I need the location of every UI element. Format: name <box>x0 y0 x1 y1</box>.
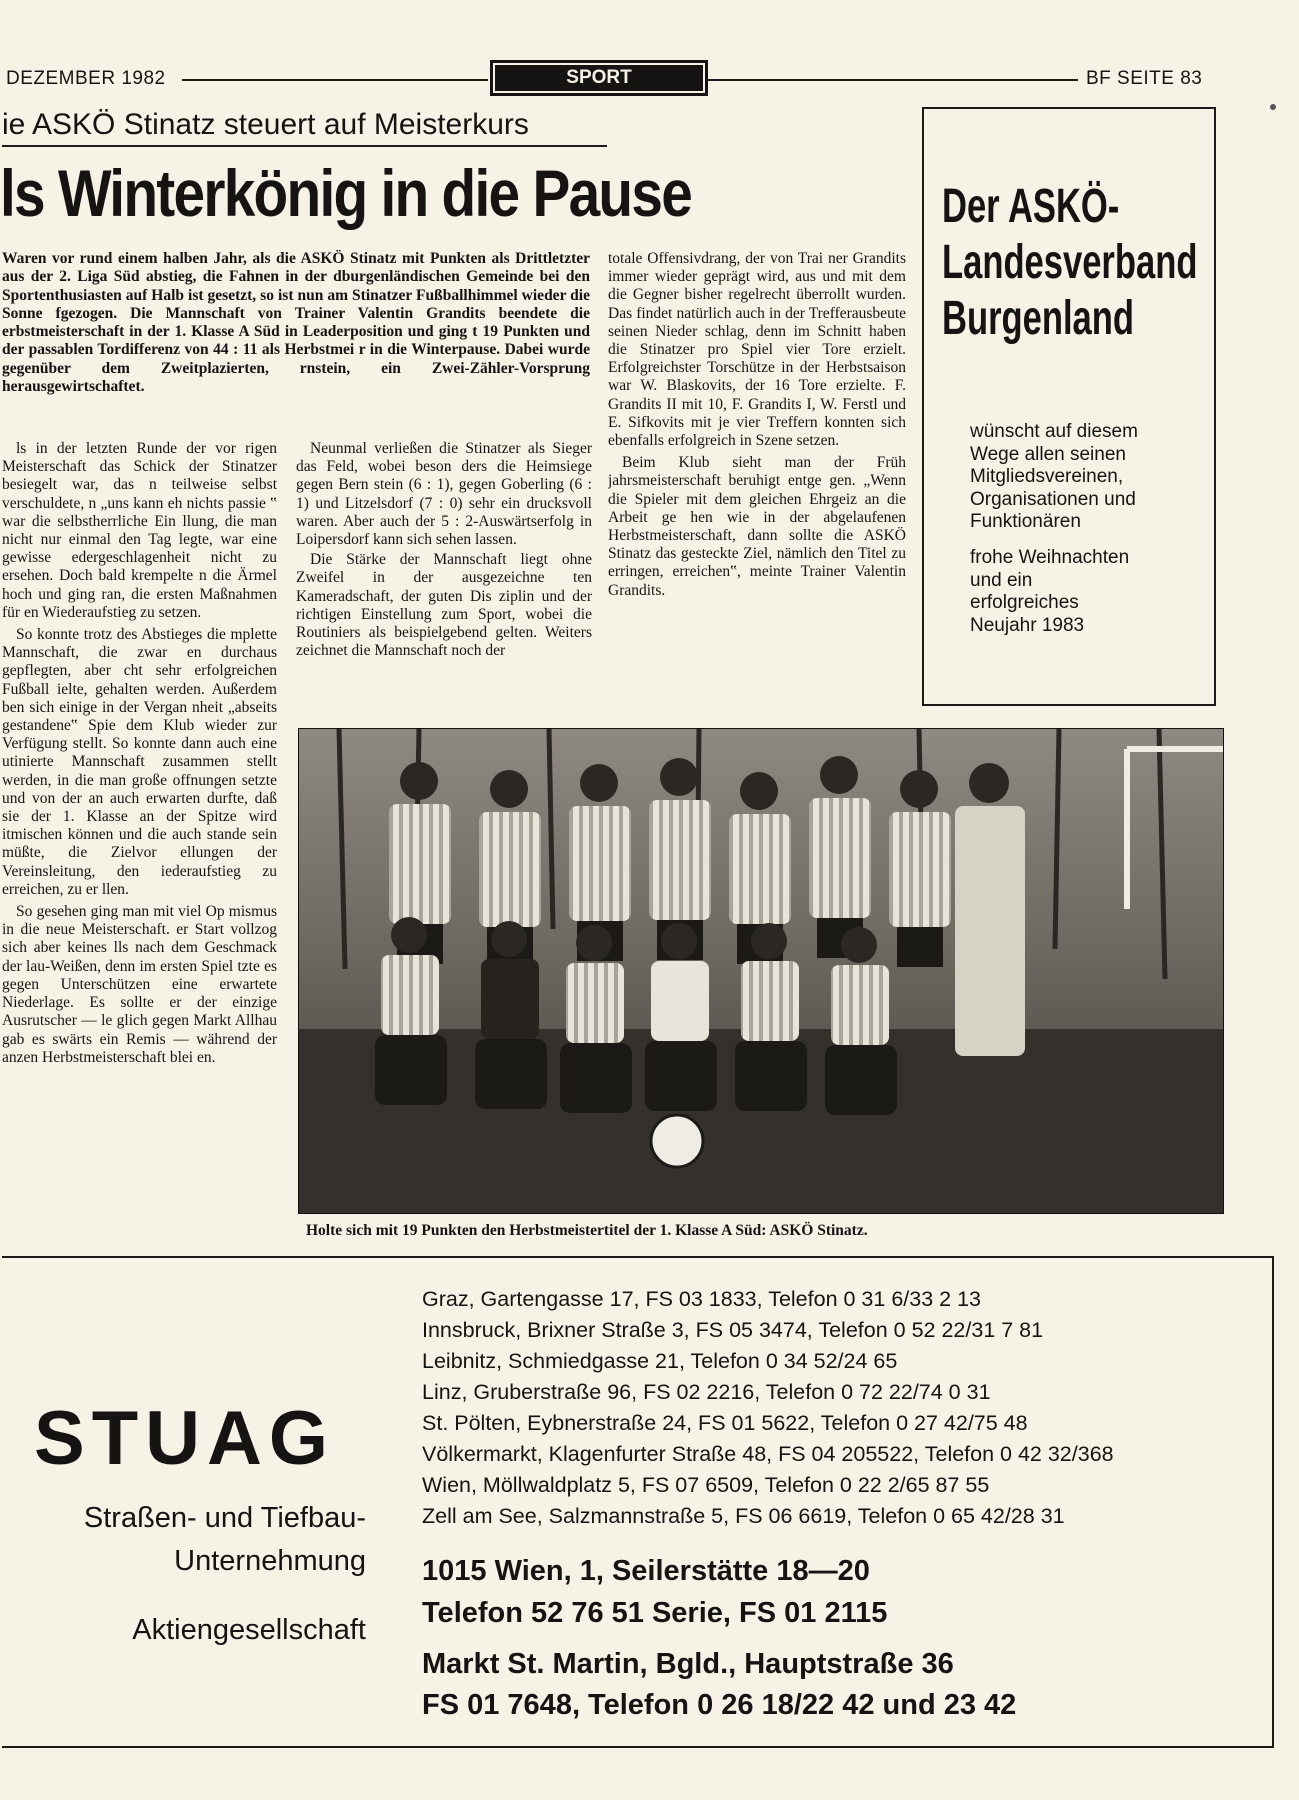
stuag-branch: Völkermarkt, Klagenfurter Straße 48, FS 04 205522, Telefon 0 42 32/368 <box>422 1442 1114 1466</box>
askoe-title-line: Burgenland <box>942 292 1135 345</box>
article-column-2 <box>296 440 592 710</box>
askoe-ad-title <box>942 179 1216 347</box>
col1-paragraph: ls in der letzten Runde der vor rigen Meisterschaft das Schick der Stinatzer besiegelt war, das n teilweise selbst verschuldete, n „uns kann eh nichts passie ‟ war die selbstherrliche Ein llung, die man nicht nur einmal den Tag legte, war eine gewisse edergeschlagenheit nicht zu ersehen. Doch bald krempelte n die Ärmel hoch und ging ran, die ersten Maßnahmen für en Wiederaufstieg zu setzen. <box>2 440 277 621</box>
stuag-hq-phone: Telefon 52 76 51 Serie, FS 01 2115 <box>422 1597 888 1629</box>
stuag-branch: Linz, Gruberstraße 96, FS 02 2216, Telefon 0 72 22/74 0 31 <box>422 1380 991 1404</box>
askoe-wishes <box>970 547 1200 637</box>
header-rule-right <box>708 79 1078 81</box>
stuag-subtitle-line: Straßen- und Tiefbau- <box>83 1502 366 1534</box>
askoe-greeting-line: Organisationen und <box>970 488 1136 510</box>
askoe-wishes-line: Neujahr 1983 <box>970 614 1085 636</box>
page-number: BF SEITE 83 <box>1086 68 1203 89</box>
section-label: SPORT <box>490 60 708 96</box>
askoe-wishes-line: und ein <box>970 569 1033 591</box>
stuag-branch: Innsbruck, Brixner Straße 3, FS 05 3474, Telefon 0 52 22/31 7 81 <box>422 1318 1044 1342</box>
col1-paragraph: So gesehen ging man mit viel Op mismus in die neue Meisterschaft. er Start vollzog sich aber keines lls nach dem Geschmack der lau-Weißen, denn im ersten Spiel tzte es gegen Unterschützen eine erwartete Niederlage. Es sollte er der einzige Ausrutscher — le glich gegen Markt Allhau gab es swärts ein Remis — während der anzen Herbstmeisterschaft blei en. <box>2 903 277 1066</box>
askoe-greeting-ad <box>922 107 1216 706</box>
askoe-wishes-line: frohe Weihnachten <box>970 547 1130 568</box>
askoe-greeting <box>970 421 1200 534</box>
askoe-title-line: Landesverband <box>942 236 1198 289</box>
col3-paragraph: totale Offensivdrang, der von Trai ner Grandits immer wieder geprägt wird, aus und mit dem die Gegner bisher regelrecht überrollt wurden. Das findet natürlich auch in der Trefferausbeute seinen Nieder schlag, denn im Schnitt haben die Stinatzer pro Spiel vier Tore erzielt. Erfolgreichster Torschütze in der Herbstsaison war W. Blaskovits, der 16 Tore erzielte. F. Grandits II mit 10, F. Grandits I, W. Ferstl und E. Sifkovits mit je vier Treffern konnten sich ebenfalls erfolgreich in Szene setzen. <box>608 250 906 450</box>
stuag-subtitle-line: Aktiengesellschaft <box>132 1614 366 1646</box>
page-dot <box>1270 104 1276 110</box>
askoe-greeting-line: wünscht auf diesem <box>970 421 1138 442</box>
col2-paragraph: Die Stärke der Mannschaft liegt ohne Zweifel in der ausgezeichne ten Kameradschaft, der guten Dis ziplin und der richtigen Einstellung zum Sport, wobei die Routiniers als beispielgebend gelten. Weiters zeichnet die Mannschaft noch der <box>296 551 592 660</box>
col3-paragraph: Beim Klub sieht man der Früh jahrsmeisterschaft beruhigt entge gen. „Wenn die Spieler mit dem gleichen Ehrgeiz an die Arbeit ge hen wie in der abgelaufenen Herbstmeisterschaft, dann sollte die ASKÖ Stinatz das gesteckte Ziel, nämlich den Titel zu erringen, erreichen‟, meinte Trainer Valentin Grandits. <box>608 454 906 599</box>
header-rule-left <box>182 79 488 81</box>
stuag-branch: Wien, Möllwaldplatz 5, FS 07 6509, Telefon 0 22 2/65 87 55 <box>422 1473 990 1497</box>
stuag-branch2-address: Markt St. Martin, Bgld., Hauptstraße 36 <box>422 1648 954 1680</box>
photo-caption: Holte sich mit 19 Punkten den Herbstmeistertitel der 1. Klasse A Süd: ASKÖ Stinatz. <box>306 1222 868 1239</box>
stuag-branch: Graz, Gartengasse 17, FS 03 1833, Telefon 0 31 6/33 2 13 <box>422 1287 981 1311</box>
football <box>651 1115 703 1167</box>
issue-date: DEZEMBER 1982 <box>6 68 166 89</box>
article-lead: Waren vor rund einem halben Jahr, als die ASKÖ Stinatz mit Punkten als Drittletzter aus der 2. Liga Süd abstieg, die Fahnen in der dburgenländischen Gemeinde bei den Sportenthusiasten auf Halb ist gesetzt, so ist nun am Stinatzer Fußballhimmel wieder die Sonne fgezogen. Die Mannschaft von Trainer Valentin Grandits beendete die erbstmeisterschaft in der 1. Klasse A Süd in Leaderposition und ging t 19 Punkten und der passablen Tordifferenz von 44 : 11 als Herbstmei r in die Winterpause. Dabei wurde gegenüber dem Zweitplazierten, rnstein, ein Zwei-Zähler-Vorsprung herausgewirtschaftet. <box>2 250 590 396</box>
article-column-3 <box>608 250 906 710</box>
askoe-wishes-line: erfolgreiches <box>970 592 1079 613</box>
col2-paragraph: Neunmal verließen die Stinatzer als Sieger das Feld, wobei beson ders die Heimsiege gegen Bern stein (6 : 1), gegen Goberling (6 : 1) und Litzelsdorf (7 : 0) sehr ein drucksvoll waren. Aber auch der 5 : 2-Auswärtserfolg in Loipersdorf kann sich sehen lassen. <box>296 440 592 549</box>
askoe-greeting-line: Mitgliedsvereinen, <box>970 466 1124 487</box>
team-photo <box>298 728 1224 1214</box>
article-kicker: ie ASKÖ Stinatz steuert auf Meisterkurs <box>2 108 529 141</box>
stuag-branch: Leibnitz, Schmiedgasse 21, Telefon 0 34 52/24 65 <box>422 1349 898 1373</box>
stuag-branch2-phone: FS 01 7648, Telefon 0 26 18/22 42 und 23 42 <box>422 1689 1017 1721</box>
stuag-branch: Zell am See, Salzmannstraße 5, FS 06 6619, Telefon 0 65 42/28 31 <box>422 1504 1065 1528</box>
askoe-greeting-line: Wege allen seinen <box>970 443 1126 465</box>
askoe-greeting-line: Funktionären <box>970 511 1081 532</box>
article-column-1 <box>2 440 277 1246</box>
col1-paragraph: So konnte trotz des Abstieges die mplette Mannschaft, die zwar en durchaus gepflegten, aber cht sehr erfolgreichen Fußball ielte, gehalten werden. Außerdem ben sich einige in der Vergan nheit „abseits gestandene‟ Spie dem Klub wieder zur Verfügung stellt. So konnte dann auch eine utinierte Mannschaft zusammen stellt werden, in die man große offnungen setzte und von der an auch erwarten durfte, daß sie der 1. Klasse an der Spitze wird itmischen können und die auch standе sein müßte, die Zielvor ellungen der Vereinsleitung, den iederaufstieg zu erreichen, zu er llen. <box>2 626 277 898</box>
stuag-logo: STUAG <box>34 1396 335 1481</box>
article-headline: ls Winterkönig in die Pause <box>0 156 692 230</box>
stuag-branch: St. Pölten, Eybnerstraße 24, FS 01 5622, Telefon 0 27 42/75 48 <box>422 1411 1028 1435</box>
stuag-hq-address: 1015 Wien, 1, Seilerstätte 18—20 <box>422 1555 870 1587</box>
askoe-title-line: Der ASKÖ- <box>942 180 1120 233</box>
kicker-underline <box>2 145 607 147</box>
stuag-subtitle-line: Unternehmung <box>174 1545 366 1577</box>
team-photo-illustration <box>299 729 1223 1213</box>
